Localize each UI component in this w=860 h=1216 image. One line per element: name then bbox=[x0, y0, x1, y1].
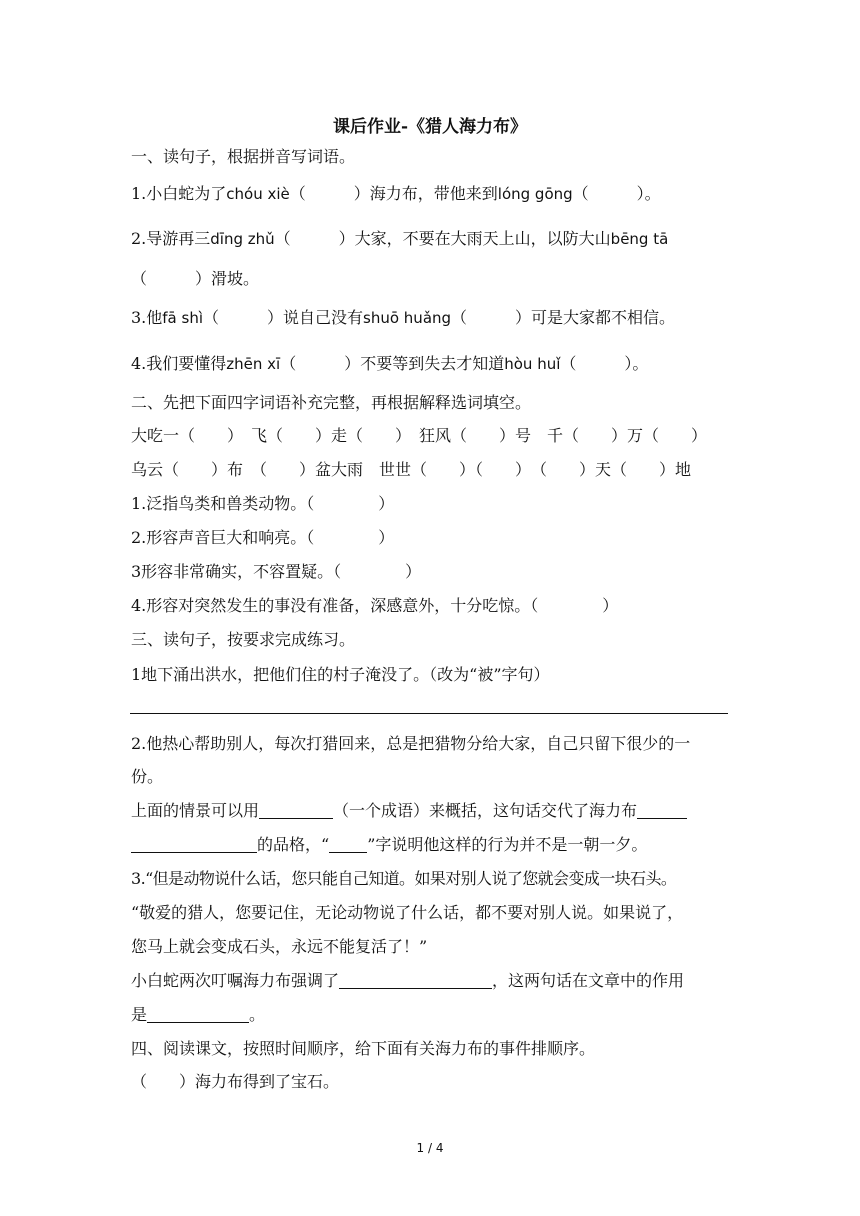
idiom-row-2: 乌云（ ）布 （ ）盆大雨 世世（ ）（ ） （ ）天（ ）地 bbox=[131, 460, 692, 479]
q1-item-3-text-a: 3.他 bbox=[131, 308, 163, 327]
idiom-row-1: 大吃一（ ） 飞（ ）走（ ） 狂风（ ）号 千（ ）万（ ） bbox=[131, 426, 708, 445]
page-title: 课后作业-《猎人海力布》 bbox=[332, 117, 528, 137]
q1-item-4-text-a: 4.我们要懂得 bbox=[131, 354, 227, 373]
q1-item-3-pinyin-b: shuō huǎng bbox=[363, 309, 452, 327]
q3-item-2-line-2: 份。 bbox=[131, 767, 164, 786]
q1-item-3-text-c: （ ）可是大家都不相信。 bbox=[451, 308, 676, 327]
q1-item-2-text-a: 2.导游再三 bbox=[131, 229, 211, 248]
q3-item-2-line-4-text-b: ”字说明他这样的行为并不是一朝一夕。 bbox=[367, 835, 648, 854]
q3-item-1: 1地下涌出洪水，把他们住的村子淹没了。（改为“被”字句） bbox=[131, 665, 550, 684]
answer-line[interactable] bbox=[130, 713, 728, 714]
blank-character-b[interactable] bbox=[131, 836, 257, 853]
q1-item-3-text-b: （ ）说自己没有 bbox=[203, 308, 364, 327]
q3-item-2-line-3-text-b: （一个成语）来概括，这句话交代了海力布 bbox=[333, 801, 638, 820]
q3-item-3-line-3: 您马上就会变成石头，永远不能复活了！” bbox=[131, 937, 428, 956]
blank-word[interactable] bbox=[329, 836, 367, 853]
q1-item-2-text-b: （ ）大家，不要在大雨天上山，以防大山 bbox=[274, 229, 611, 248]
q3-item-3-line-4 bbox=[131, 970, 728, 992]
q3-item-3-line-5-text-a: 是 bbox=[131, 1005, 148, 1024]
page-indicator: 1 / 4 bbox=[416, 1141, 444, 1155]
definition-4: 4.形容对突然发生的事没有准备，深感意外，十分吃惊。（ ） bbox=[131, 596, 619, 615]
q1-item-1-text-c: （ ）。 bbox=[572, 184, 661, 203]
q3-item-2-line-4 bbox=[131, 834, 728, 856]
blank-emphasis[interactable] bbox=[339, 972, 492, 989]
section-2-heading: 二、先把下面四字词语补充完整，再根据解释选词填空。 bbox=[131, 393, 532, 412]
blank-idiom[interactable] bbox=[259, 802, 333, 819]
q3-item-3-line-5 bbox=[131, 1004, 728, 1026]
q1-item-3-pinyin-a: fā shì bbox=[162, 309, 204, 327]
q3-item-2-line-4-text-a: 的品格，“ bbox=[257, 835, 330, 854]
q3-item-3-line-5-text-b: 。 bbox=[249, 1005, 266, 1024]
q3-item-3-line-4-text-a: 小白蛇两次叮嘱海力布强调了 bbox=[131, 971, 340, 990]
q3-item-2-line-3-text-a: 上面的情景可以用 bbox=[131, 801, 260, 820]
section-1-heading: 一、读句子，根据拼音写词语。 bbox=[131, 147, 356, 166]
q1-item-2-cont: （ ）滑坡。 bbox=[131, 269, 260, 288]
q1-item-1-text-a: 1.小白蛇为了 bbox=[131, 184, 227, 203]
q1-item-2 bbox=[131, 228, 728, 250]
q1-item-1-pinyin-a: chóu xiè bbox=[226, 185, 290, 203]
q1-item-4 bbox=[131, 353, 728, 375]
q1-item-2-pinyin-a: dīng zhǔ bbox=[210, 230, 275, 248]
q3-item-3-line-1: 3.“但是动物说什么话，您只能自己知道。如果对别人说了您就会变成一块石头。 bbox=[131, 869, 677, 888]
q1-item-3 bbox=[131, 307, 728, 329]
blank-character-a[interactable] bbox=[637, 802, 687, 819]
q1-item-4-text-b: （ ）不要等到失去才知道 bbox=[280, 354, 505, 373]
blank-function[interactable] bbox=[147, 1006, 249, 1023]
q1-item-2-pinyin-b: bēng tā bbox=[610, 230, 669, 248]
q3-item-2-line-1: 2.他热心帮助别人，每次打猎回来，总是把猎物分给大家，自己只留下很少的一 bbox=[131, 734, 691, 753]
definition-3: 3形容非常确实，不容置疑。（ ） bbox=[131, 562, 422, 581]
q3-item-3-line-4-text-b: ，这两句话在文章中的作用 bbox=[492, 971, 685, 990]
q1-item-1-text-b: （ ）海力布，带他来到 bbox=[289, 184, 498, 203]
q1-item-4-pinyin-a: zhēn xī bbox=[226, 355, 281, 373]
q1-item-4-pinyin-b: hòu huǐ bbox=[504, 355, 561, 373]
q1-item-4-text-c: （ ）。 bbox=[560, 354, 649, 373]
q3-item-2-line-3 bbox=[131, 800, 728, 822]
q3-item-3-line-2: “敬爱的猎人，您要记住，无论动物说了什么话，都不要对别人说。如果说了， bbox=[131, 903, 684, 922]
q1-item-1 bbox=[131, 183, 728, 205]
section-3-heading: 三、读句子，按要求完成练习。 bbox=[131, 630, 356, 649]
q1-item-1-pinyin-b: lóng gōng bbox=[497, 185, 573, 203]
sequence-item-1: （ ）海力布得到了宝石。 bbox=[131, 1072, 340, 1091]
definition-1: 1.泛指鸟类和兽类动物。（ ） bbox=[131, 494, 395, 513]
section-4-heading: 四、阅读课文，按照时间顺序，给下面有关海力布的事件排顺序。 bbox=[131, 1039, 596, 1058]
definition-2: 2.形容声音巨大和响亮。（ ） bbox=[131, 528, 395, 547]
